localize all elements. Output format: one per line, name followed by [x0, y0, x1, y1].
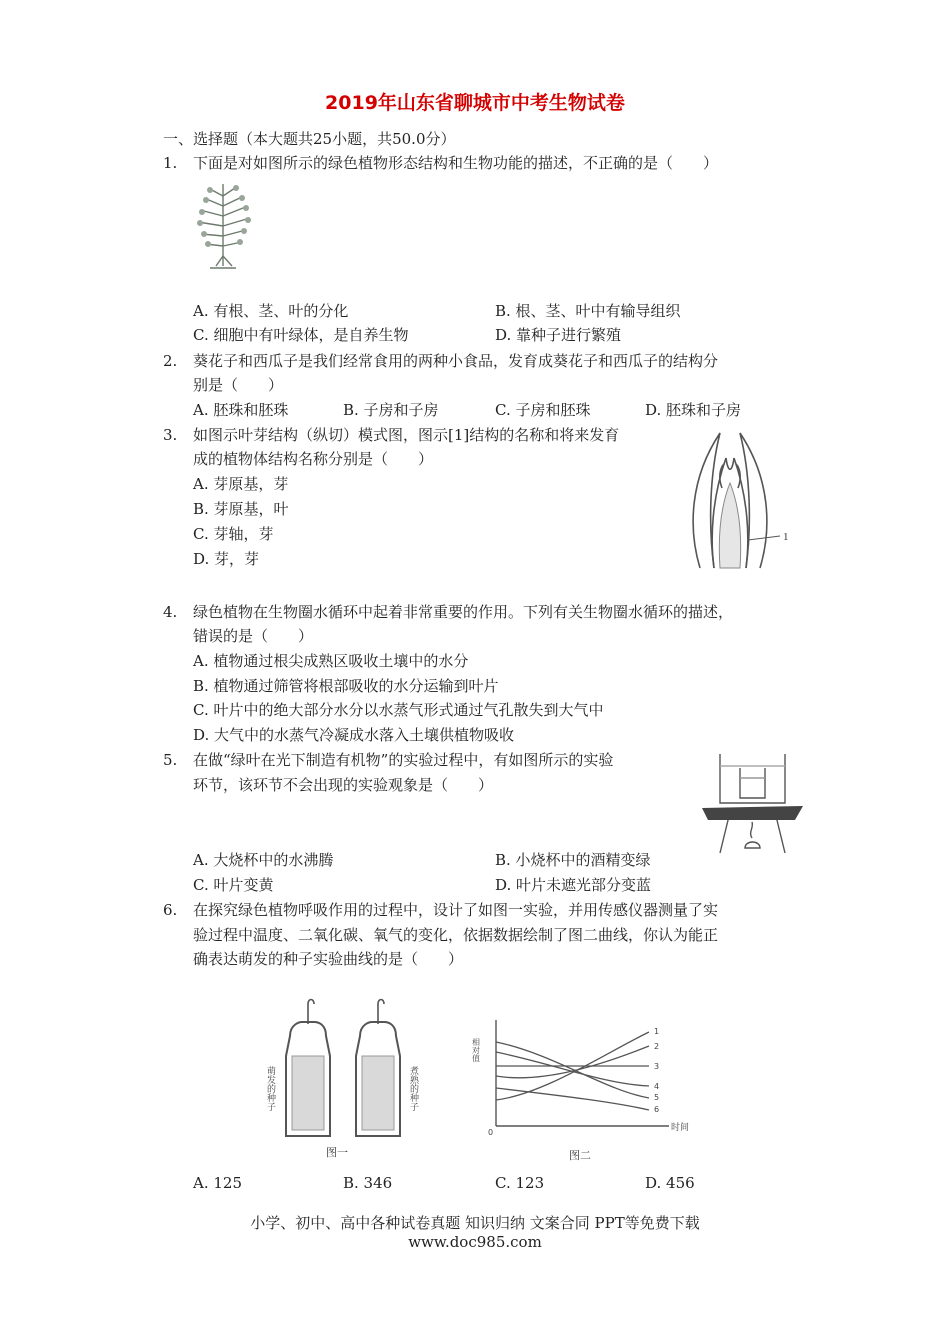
fig1-left-label: 萌发的种子: [265, 1066, 275, 1111]
question-text: 成的植物体结构名称分别是（ ）: [193, 450, 434, 468]
question-text: 环节，该环节不会出现的实验观象是（ ）: [193, 776, 494, 794]
option-d[interactable]: D. 大气中的水蒸气冷凝成水落入土壤供植物吸收: [193, 726, 515, 744]
option-d[interactable]: D. 芽，芽: [193, 550, 260, 568]
section-heading: 一、选择题（本大题共25小题，共50.0分）: [163, 130, 456, 148]
option-d[interactable]: D. 胚珠和子房: [645, 401, 742, 419]
option-b[interactable]: B. 植物通过筛管将根部吸收的水分运输到叶片: [193, 677, 499, 695]
water-bath-apparatus: [700, 748, 805, 858]
curve-label: 2: [654, 1042, 660, 1051]
option-c[interactable]: C. 芽轴，芽: [193, 525, 274, 543]
fig2-ylabel: 相对值: [471, 1038, 481, 1062]
footer-url[interactable]: www.doc985.com: [408, 1233, 542, 1251]
fig2-origin: 0: [488, 1128, 494, 1137]
question-number: 1.: [163, 154, 178, 172]
option-a[interactable]: A. 胚珠和胚珠: [193, 401, 289, 419]
question-number: 3.: [163, 426, 178, 444]
option-a[interactable]: A. 125: [193, 1174, 242, 1192]
question-text: 下面是对如图所示的绿色植物形态结构和生物功能的描述，不正确的是（ ）: [193, 154, 719, 172]
question-number: 5.: [163, 751, 178, 769]
curve-label: 6: [654, 1105, 660, 1114]
option-b[interactable]: B. 芽原基，叶: [193, 500, 289, 518]
question-number: 2.: [163, 352, 178, 370]
fern-illustration: [188, 176, 258, 271]
option-c[interactable]: C. 细胞中有叶绿体，是自养生物: [193, 326, 409, 344]
option-d[interactable]: D. 靠种子进行繁殖: [495, 326, 622, 344]
question-text: 在探究绿色植物呼吸作用的过程中，设计了如图一实验，并用传感仪器测量了实: [193, 901, 719, 919]
question-text: 如图示叶芽结构（纵切）模式图，图示[1]结构的名称和将来发育: [193, 426, 620, 444]
curve-label: 4: [654, 1082, 660, 1091]
question-text: 别是（ ）: [193, 376, 284, 394]
option-a[interactable]: A. 芽原基，芽: [193, 475, 289, 493]
option-a[interactable]: A. 植物通过根尖成熟区吸收土壤中的水分: [193, 652, 469, 670]
option-a[interactable]: A. 大烧杯中的水沸腾: [193, 851, 334, 869]
option-b[interactable]: B. 346: [343, 1174, 393, 1192]
page-title: 2019年山东省聊城市中考生物试卷: [325, 92, 625, 114]
fig2-xlabel: 时间: [671, 1123, 690, 1133]
leaf-bud-diagram: [680, 428, 795, 573]
option-a[interactable]: A. 有根、茎、叶的分化: [193, 302, 349, 320]
question-number: 6.: [163, 901, 178, 919]
option-b[interactable]: B. 子房和子房: [343, 401, 439, 419]
fig2-caption: 图二: [569, 1149, 591, 1162]
option-c[interactable]: C. 叶片中的绝大部分水分以水蒸气形式通过气孔散失到大气中: [193, 701, 604, 719]
figure-two-curves: [471, 1014, 694, 1168]
question-text: 确表达萌发的种子实验曲线的是（ ）: [193, 950, 464, 968]
option-b[interactable]: B. 根、茎、叶中有输导组织: [495, 302, 681, 320]
question-number: 4.: [163, 603, 178, 621]
question-text: 错误的是（ ）: [193, 627, 314, 645]
figure-one-thermos: [265, 996, 428, 1168]
option-c[interactable]: C. 叶片变黄: [193, 876, 274, 894]
option-d[interactable]: D. 456: [645, 1174, 695, 1192]
option-b[interactable]: B. 小烧杯中的酒精变绿: [495, 851, 651, 869]
fig1-caption: 图一: [326, 1146, 348, 1159]
curve-label: 5: [654, 1093, 660, 1102]
question-text: 葵花子和西瓜子是我们经常食用的两种小食品，发育成葵花子和西瓜子的结构分: [193, 352, 719, 370]
curve-label: 3: [654, 1062, 660, 1071]
curve-5: [496, 1042, 649, 1098]
question-text: 绿色植物在生物圈水循环中起着非常重要的作用。下列有关生物圈水循环的描述，: [193, 603, 734, 621]
fig1-right-label: 煮熟的种子: [408, 1066, 418, 1111]
curve-label: 1: [654, 1027, 660, 1036]
option-d[interactable]: D. 叶片未遮光部分变蓝: [495, 876, 652, 894]
option-c[interactable]: C. 子房和胚珠: [495, 401, 591, 419]
question-text: 验过程中温度、二氧化碳、氧气的变化，依据数据绘制了图二曲线，你认为能正: [193, 926, 719, 944]
question-text: 在做“绿叶在光下制造有机物”的实验过程中，有如图所示的实验: [193, 751, 614, 769]
figure-label-1: 1: [783, 531, 789, 543]
footer-text: 小学、初中、高中各种试卷真题 知识归纳 文案合同 PPT等免费下载: [250, 1214, 700, 1232]
option-c[interactable]: C. 123: [495, 1174, 545, 1192]
